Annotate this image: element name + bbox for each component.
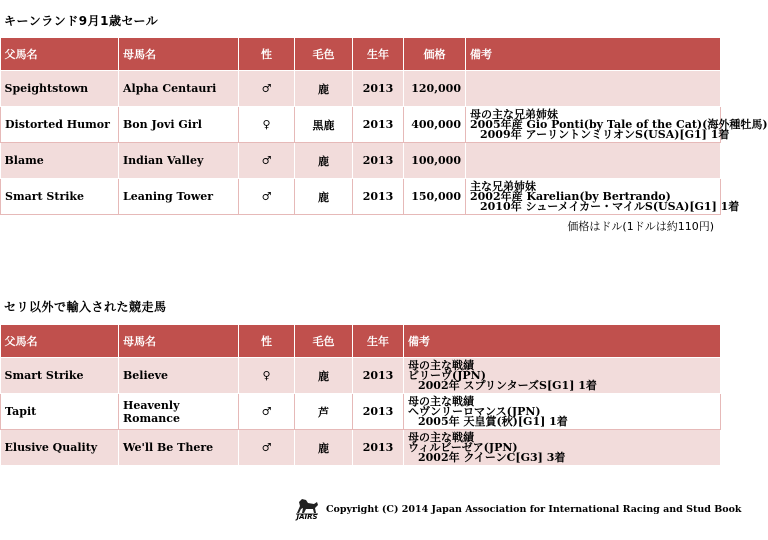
price-cell: 120,000 [404, 71, 466, 107]
sire-cell: Tapit [1, 394, 119, 430]
logo-text: JAIRS [296, 513, 318, 521]
note-line: 主な兄弟姉妹 [470, 179, 536, 193]
price-cell: 100,000 [404, 143, 466, 179]
sex-cell: ♀ [239, 107, 295, 143]
sire-cell: Blame [1, 143, 119, 179]
jairs-logo [292, 497, 322, 523]
notes-cell [466, 71, 721, 107]
sex-cell: ♂ [239, 143, 295, 179]
import-table-header [1, 325, 721, 358]
footer [292, 497, 742, 523]
section1-title: キーンランド9月1歳セール [4, 14, 159, 28]
note-line: ウィルビーゼア(JPN) [408, 440, 518, 454]
color-cell: 鹿 [295, 71, 353, 107]
notes-cell [404, 358, 721, 394]
note-line: 母の主な戦績 [408, 394, 474, 408]
note-line: 2005年産 Gio Ponti(by Tale of the Cat)(海外種牡馬) [470, 117, 768, 131]
dam-cell: Indian Valley [119, 143, 239, 179]
color-cell: 鹿 [295, 179, 353, 215]
sire-cell: Smart Strike [1, 179, 119, 215]
header-year: 生年 [353, 38, 404, 71]
copyright-text: Copyright (C) 2014 Japan Association for International Racing and Stud Book [326, 504, 742, 515]
note-line: 2002年 クイーンC[G3] 3着 [418, 450, 566, 464]
header-year: 生年 [353, 325, 404, 358]
year-cell: 2013 [353, 71, 404, 107]
table-row [1, 358, 721, 394]
header-sire: 父馬名 [1, 325, 119, 358]
sale-table-header [1, 38, 721, 71]
header-notes: 備考 [466, 38, 721, 71]
note-line: 2002年 スプリンターズS[G1] 1着 [418, 378, 597, 392]
dam-cell: Alpha Centauri [119, 71, 239, 107]
dam-cell: Bon Jovi Girl [119, 107, 239, 143]
table-row [1, 71, 721, 107]
import-table [0, 325, 721, 466]
header-dam: 母馬名 [119, 38, 239, 71]
notes-cell [404, 430, 721, 466]
year-cell: 2013 [353, 143, 404, 179]
section2-title: セリ以外で輸入された競走馬 [4, 300, 167, 314]
header-notes: 備考 [404, 325, 721, 358]
sire-cell: Elusive Quality [1, 430, 119, 466]
note-line: 母の主な兄弟姉妹 [470, 107, 558, 121]
year-cell: 2013 [353, 179, 404, 215]
header-color: 毛色 [295, 325, 353, 358]
note-line: 母の主な戦績 [408, 358, 474, 372]
header-dam: 母馬名 [119, 325, 239, 358]
price-cell: 150,000 [404, 179, 466, 215]
table-row [1, 430, 721, 466]
note-line: 2002年産 Karelian(by Bertrando) [470, 189, 671, 203]
note-line: ヘヴンリーロマンス(JPN) [408, 404, 541, 418]
notes-cell [466, 179, 740, 215]
price-note: 価格はドル(1ドルは約110円) [567, 220, 714, 233]
note-line: 2005年 天皇賞(秋)[G1] 1着 [418, 414, 568, 428]
color-cell: 芦 [295, 394, 353, 430]
header-sire: 父馬名 [1, 38, 119, 71]
notes-cell [466, 107, 768, 143]
dam-cell: We'll Be There [119, 430, 239, 466]
note-line: 母の主な戦績 [408, 430, 474, 444]
dam-cell: Heavenly Romance [119, 394, 239, 430]
sale-table [0, 38, 768, 215]
sex-cell: ♂ [239, 179, 295, 215]
table-row [1, 143, 721, 179]
dam-cell: Believe [119, 358, 239, 394]
header-sex: 性 [239, 325, 295, 358]
table-row [1, 394, 721, 430]
sex-cell: ♀ [239, 358, 295, 394]
sire-cell: Speightstown [1, 71, 119, 107]
header-price: 価格 [404, 38, 466, 71]
notes-cell [466, 143, 721, 179]
sire-cell: Smart Strike [1, 358, 119, 394]
year-cell: 2013 [353, 394, 404, 430]
color-cell: 鹿 [295, 358, 353, 394]
color-cell: 黒鹿 [295, 107, 353, 143]
note-line: 2009年 アーリントンミリオンS(USA)[G1] 1着 [480, 127, 730, 141]
year-cell: 2013 [353, 358, 404, 394]
sex-cell: ♂ [239, 71, 295, 107]
dam-cell: Leaning Tower [119, 179, 239, 215]
table-row [1, 107, 721, 143]
year-cell: 2013 [353, 107, 404, 143]
note-line: ビリーヴ(JPN) [408, 368, 486, 382]
sex-cell: ♂ [239, 430, 295, 466]
sire-cell: Distorted Humor [1, 107, 119, 143]
notes-cell [404, 394, 721, 430]
note-line: 2010年 シューメイカー・マイルS(USA)[G1] 1着 [480, 199, 740, 213]
color-cell: 鹿 [295, 430, 353, 466]
header-color: 毛色 [295, 38, 353, 71]
sex-cell: ♂ [239, 394, 295, 430]
color-cell: 鹿 [295, 143, 353, 179]
header-sex: 性 [239, 38, 295, 71]
year-cell: 2013 [353, 430, 404, 466]
table-row [1, 179, 721, 215]
price-cell: 400,000 [404, 107, 466, 143]
